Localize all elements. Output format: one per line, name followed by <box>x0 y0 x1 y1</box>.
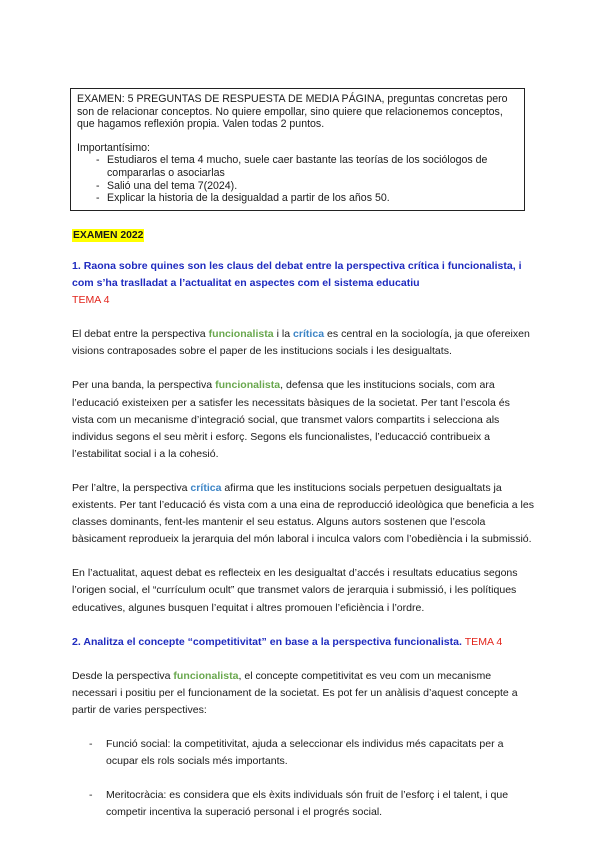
question-2-title: 2. Analitza el concepte “competitivitat” en base a la perspectiva funcionalista. <box>72 635 462 648</box>
question-2-topic: TEMA 4 <box>464 635 503 648</box>
q1-paragraph-4: En l’actualitat, aquest debat es reflecteix en les desigualtat d’accés i resultats educatius segons l’origen social, el “currículum ocult” que transmet valors de jerarquia i submissió, i les polítiques educatives, algunes busquen l’equitat i altres promouen l’eficiència i l’ordre. <box>72 567 518 614</box>
term-funcionalista: funcionalista <box>215 379 281 392</box>
question-1-heading <box>72 258 534 309</box>
text-run: Desde la perspectiva <box>72 669 174 682</box>
exam-description: EXAMEN: 5 PREGUNTAS DE RESPUESTA DE MEDIA PÁGINA, preguntas concretas pero son de relacionar conceptos. No quiere empollar, sino quiere que relacionemos conceptos, que hagamos reflexión propia. Valen todas 2 puntos. <box>77 93 508 131</box>
text-run: , defensa que les institucions socials, com ara l’educació existeixen per a satisfer les necessitats bàsiques de la societat. Per tant l’escola és vista com un mecanisme d’integració social, que transmet valors compartits i selecciona als individus segons el seu mèrit i esforç. Segons els funcionalistes, l’educacció contribueix a l’estabilitat social i a la cohesió. <box>72 379 510 460</box>
q2-paragraph-1 <box>72 668 534 719</box>
question-1-title: 1. Raona sobre quines son les claus del debat entre la perspectiva crítica i funcionalista, i com s’ha traslladat a l’actualitat en aspectes com el sistema educatiu <box>72 260 522 290</box>
important-label: Importantísimo: <box>77 141 151 154</box>
text-run: Per una banda, la perspectiva <box>72 379 216 392</box>
important-item: - Explicar la historia de la desigualdad a partir de los años 50. <box>77 192 519 205</box>
text-run: El debat entre la perspectiva <box>72 328 209 341</box>
important-list <box>77 154 519 204</box>
question-1-topic: TEMA 4 <box>72 294 110 307</box>
important-item: - Estudiaros el tema 4 mucho, suele caer bastante las teorías de los sociólogos de compararlas o asociarlas <box>77 154 519 179</box>
exam-year-heading: EXAMEN 2022 <box>73 230 144 241</box>
q2-list <box>72 736 534 821</box>
exam-info-box <box>70 88 525 211</box>
text-run: Per l’altre, la perspectiva <box>72 481 191 494</box>
term-critica: crítica <box>190 481 222 494</box>
question-2-heading <box>72 634 534 651</box>
q1-paragraph-2 <box>72 377 534 462</box>
term-critica: crítica <box>293 328 325 341</box>
term-funcionalista: funcionalista <box>173 669 239 682</box>
text-run: , el concepte competitivitat es veu com un mecanisme necessari i positiu per el funcionament de la societat. Es pot fer un anàlisis d’aquest concepte a partir de varies perspectives: <box>72 669 518 716</box>
important-item: - Salió una del tema 7(2024). <box>77 180 519 193</box>
text-run: afirma que les institucions socials perpetuen desigualtats ja existents. Per tant l’educació és vista com a una eina de reproducció ideològica que beneficia a les classes dominants, fent-les mantenir el seu estatus. Alguns autors sostenen que l’escola bàsicament reprodueix la jerarquia del món laboral i inculca valors com l’obediència i la submissió. <box>72 481 534 546</box>
q2-list-item: - Funció social: la competitivitat, ajuda a seleccionar els individus més capacitats per a ocupar els rols socials més importants. <box>72 736 534 770</box>
exam-content <box>72 258 534 821</box>
q2-list-item: - Meritocràcia: es considera que els èxits individuals són fruit de l’esforç i el talent, i que competir incentiva la superació personal i el progrés social. <box>72 787 534 821</box>
text-run: es central en la sociología, ja que ofereixen visions contraposades sobre el paper de les institucions socials i les desigualtats. <box>72 328 530 358</box>
q1-paragraph-3 <box>72 480 534 548</box>
text-run: i la <box>273 328 294 341</box>
term-funcionalista: funcionalista <box>208 328 274 341</box>
q1-paragraph-1 <box>72 326 534 360</box>
